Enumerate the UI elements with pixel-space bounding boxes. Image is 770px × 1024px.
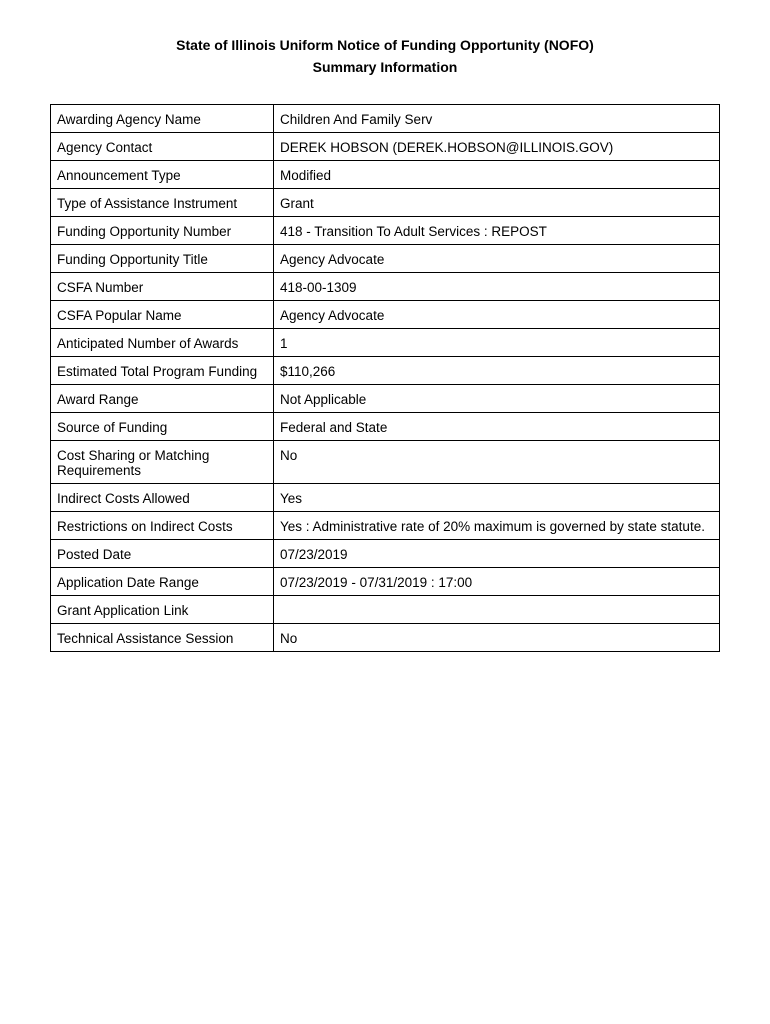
row-value: Federal and State [274,413,720,441]
row-label: CSFA Popular Name [51,301,274,329]
row-value: $110,266 [274,357,720,385]
row-label: Indirect Costs Allowed [51,484,274,512]
row-label: CSFA Number [51,273,274,301]
table-row [51,568,720,596]
row-value: Grant [274,189,720,217]
row-label: Award Range [51,385,274,413]
row-value: Yes [274,484,720,512]
row-label: Technical Assistance Session [51,624,274,652]
table-row [51,484,720,512]
row-value: 07/23/2019 [274,540,720,568]
table-row [51,301,720,329]
table-row [51,273,720,301]
row-label: Type of Assistance Instrument [51,189,274,217]
table-row [51,540,720,568]
row-label: Awarding Agency Name [51,105,274,133]
row-value: 418 - Transition To Adult Services : REPOST [274,217,720,245]
row-value: No [274,441,720,484]
row-value: 418-00-1309 [274,273,720,301]
table-row [51,105,720,133]
row-label: Grant Application Link [51,596,274,624]
row-label: Cost Sharing or Matching Requirements [51,441,274,484]
row-label: Application Date Range [51,568,274,596]
row-value: Agency Advocate [274,245,720,273]
table-row [51,357,720,385]
table-row [51,189,720,217]
table-row [51,512,720,540]
row-label: Estimated Total Program Funding [51,357,274,385]
table-row [51,441,720,484]
row-label: Agency Contact [51,133,274,161]
row-value: Agency Advocate [274,301,720,329]
row-label: Restrictions on Indirect Costs [51,512,274,540]
row-value: Modified [274,161,720,189]
table-row [51,329,720,357]
row-label: Anticipated Number of Awards [51,329,274,357]
row-label: Funding Opportunity Title [51,245,274,273]
page-title [0,34,770,78]
title-line-1: State of Illinois Uniform Notice of Funding Opportunity (NOFO) [176,37,594,53]
row-label: Posted Date [51,540,274,568]
row-value: Children And Family Serv [274,105,720,133]
row-value: 07/23/2019 - 07/31/2019 : 17:00 [274,568,720,596]
table-row [51,596,720,624]
row-value: 1 [274,329,720,357]
table-row [51,217,720,245]
summary-table [50,104,720,652]
table-row [51,161,720,189]
table-row [51,413,720,441]
row-label: Source of Funding [51,413,274,441]
table-row [51,133,720,161]
table-row [51,245,720,273]
row-value: No [274,624,720,652]
title-line-2: Summary Information [312,59,458,75]
row-value: DEREK HOBSON (DEREK.HOBSON@ILLINOIS.GOV) [274,133,720,161]
table-row [51,385,720,413]
row-label: Funding Opportunity Number [51,217,274,245]
row-value: Yes : Administrative rate of 20% maximum is governed by state statute. [274,512,720,540]
row-label: Announcement Type [51,161,274,189]
row-value [274,596,720,624]
row-value: Not Applicable [274,385,720,413]
table-row [51,624,720,652]
